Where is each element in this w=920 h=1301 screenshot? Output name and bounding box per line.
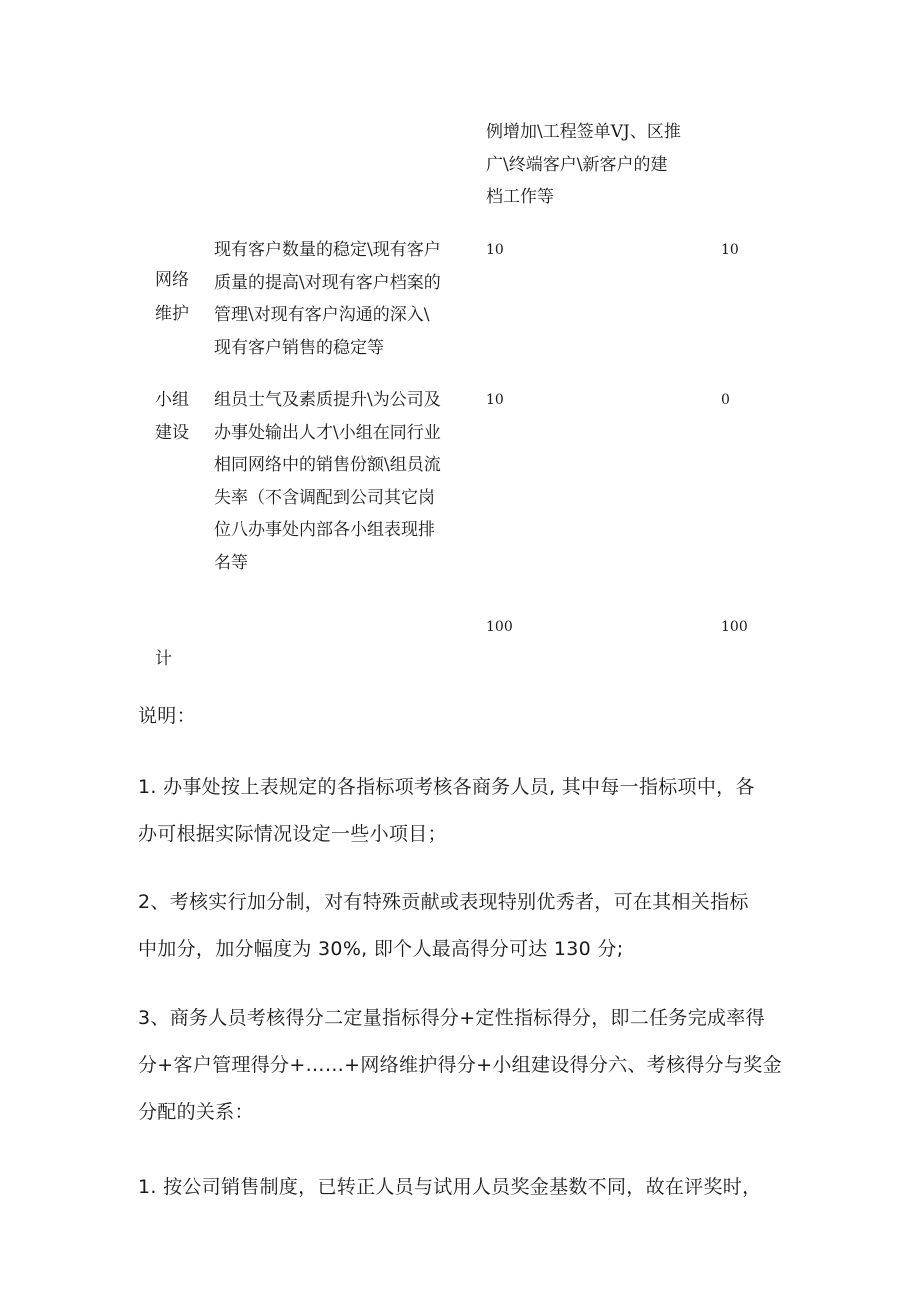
text-line: 2、考核实行加分制，对有特殊贡献或表现特别优秀者，可在其相关指标 [138,891,749,913]
text-line: 小组 [155,390,189,410]
row-network-score-standard: 10 [486,242,504,258]
row-network-description [214,234,441,364]
notes-heading: 说明： [138,705,196,727]
row-total-label: 计 [155,649,172,669]
text-line: 中加分，加分幅度为 30%, 即个人最高得分可达 130 分; [138,938,624,960]
note-paragraph-3 [138,1006,782,1124]
text-line: 1. 按公司销售制度，已转正人员与试用人员奖金基数不同，故在评奖时， [138,1176,762,1198]
text-line: 例增加\工程签单VJ、区推 [486,122,681,142]
row-total-score-standard: 100 [486,619,513,635]
row-team-description [214,384,441,579]
text-line: 网络 [155,270,189,290]
text-line: 1. 办事处按上表规定的各指标项考核各商务人员, 其中每一指标项中，各 [138,776,755,798]
text-line: 相同网络中的销售份额\组员流 [214,455,441,475]
text-line: 组员士气及素质提升\为公司及 [214,390,441,410]
text-line: 建设 [155,422,189,443]
note-paragraph-2 [138,890,749,961]
text-line: 档工作等 [486,187,554,207]
text-line: 失率（不含调配到公司其它岗 [214,487,435,508]
row-network-label [155,263,189,331]
note-paragraph-4 [138,1175,761,1199]
text-line: 名等 [214,552,248,573]
text-line: 质量的提高\对现有客户档案的 [214,272,441,293]
text-line: 广\终端客户\新客户的建 [486,154,668,175]
text-line: 维护 [155,304,189,324]
text-line: 现有客户数量的稳定\现有客户 [214,240,441,260]
row-team-score-actual: 0 [721,392,730,408]
row-team-label [155,384,189,449]
table-continuation-text [486,116,681,214]
row-team-score-standard: 10 [486,392,504,408]
text-line: 3、商务人员考核得分二定量指标得分+定性指标得分，即二任务完成率得 [138,1007,765,1029]
text-line: 办事处输出人才\小组在同行业 [214,422,441,443]
text-line: 现有客户销售的稳定等 [214,337,384,358]
text-line: 办可根据实际情况设定一些小项目； [138,823,447,845]
row-total-score-actual: 100 [721,619,748,635]
note-paragraph-1 [138,775,755,846]
text-line: 管理\对现有客户沟通的深入\ [214,305,430,325]
row-network-score-actual: 10 [721,242,739,258]
text-line: 分+客户管理得分+……+网络维护得分+小组建设得分六、考核得分与奖金 [138,1054,782,1076]
text-line: 分配的关系： [138,1101,254,1123]
text-line: 位八办事处内部各小组表现排 [214,520,435,540]
